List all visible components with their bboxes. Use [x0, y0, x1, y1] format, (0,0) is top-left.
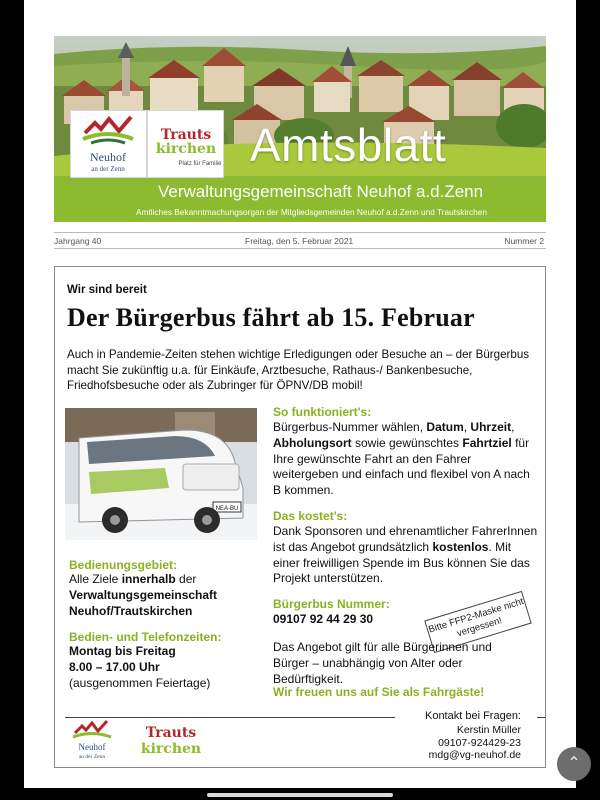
issue-number: Nummer 2 [504, 236, 544, 246]
svg-text:Trauts: Trauts [160, 127, 212, 143]
welcome-text: Wir freuen uns auf Sie als Fahrgäste! [273, 685, 485, 699]
chevron-up-icon: ⌃ [567, 753, 581, 772]
phone-heading: Bürgerbus Nummer: [273, 597, 390, 611]
document-page [24, 0, 576, 788]
trautskirchen-footer-logo [133, 721, 213, 759]
svg-text:Trauts: Trauts [145, 725, 197, 741]
header-banner [54, 36, 546, 222]
area-heading: Bedienungsgebiet: [69, 558, 178, 572]
how-heading: So funktioniert's: [273, 405, 372, 419]
neuhof-footer-logo [69, 719, 115, 761]
article-kicker: Wir sind bereit [67, 284, 147, 296]
issue-volume: Jahrgang 40 [54, 236, 102, 246]
svg-text:kirchen: kirchen [155, 141, 217, 157]
meta-divider-top [54, 232, 546, 233]
buergerbus-photo [65, 408, 257, 540]
publisher-name: Verwaltungsgemeinschaft Neuhof a.d.Zenn [158, 182, 484, 201]
svg-text:an der Zenn: an der Zenn [78, 754, 106, 760]
neuhof-logo [70, 110, 147, 178]
meta-divider-bottom [54, 248, 546, 249]
hours-text: Montag bis Freitag 8.00 – 17.00 Uhr (ausgenommen Feiertage) [69, 644, 211, 690]
footer-rule-right [537, 717, 545, 718]
contact-name: Kerstin Müller [456, 724, 521, 737]
contact-block [425, 710, 521, 762]
hours-heading: Bedien- und Telefonzeiten: [69, 630, 222, 644]
svg-text:kirchen: kirchen [140, 741, 202, 757]
mask-notice-stamp: Bitte FFP2-Maske nicht vergessen! [424, 591, 531, 653]
phone-number: 09107 92 44 29 30 [273, 612, 374, 626]
trautskirchen-wordmark-icon [148, 111, 223, 177]
svg-text:Platz für Familie: Platz für Familie [178, 161, 222, 167]
svg-text:NEA-BU: NEA-BU [215, 506, 239, 512]
offer-text: Das Angebot gilt für alle Bürgerinnen und Bürger – unabhängig von Alter oder Bedürftigkeit. [273, 640, 492, 686]
contact-email[interactable]: mdg@vg-neuhof.de [428, 749, 521, 762]
article-headline: Der Bürgerbus fährt ab 15. Februar [67, 303, 475, 332]
svg-text:Neuhof: Neuhof [90, 150, 126, 164]
article-intro: Auch in Pandemie-Zeiten stehen wichtige Erledigungen oder Besuche an – der Bürgerbus macht Sie zukünftig u.a. für Einkäufe, Arztbesuche, Rathaus-/ Bankenbesuche, Friedhofsbesuche oder als Zubringer für ÖPNV/DB mobil! [67, 348, 530, 393]
how-text: Bürgerbus-Nummer wählen, Datum, Uhrzeit, Abholungsort sowie gewünschtes Fahrtziel für Ihre gewünschte Fahrt an den Fahrer weitergeben und einfach und flexibel von A nach B kommen. [273, 420, 530, 498]
scroll-to-top-button[interactable] [557, 747, 591, 781]
neuhof-crest-icon [71, 111, 146, 177]
contact-phone: 09107-924429-23 [438, 736, 521, 749]
buergerbus-article [54, 266, 546, 768]
cost-text: Dank Sponsoren und ehrenamtlicher FahrerInnen ist das Angebot grundsätzlich kostenlos. Mit einer freiwilligen Spende im Bus können Sie das Projekt unterstützen. [273, 524, 538, 586]
home-indicator[interactable] [207, 793, 393, 797]
publisher-tagline: Amtliches Bekanntmachungsorgan der Mitgliedsgemeinden Neuhof a.d.Zenn und Trautskirchen [136, 207, 487, 217]
issue-date: Freitag, den 5. Februar 2021 [245, 236, 354, 246]
area-text: Alle Ziele innerhalb der Verwaltungsgemeinschaft Neuhof/Trautskirchen [69, 572, 218, 618]
trautskirchen-logo [147, 110, 224, 178]
footer-rule-left [65, 717, 395, 718]
svg-text:an der Zenn: an der Zenn [91, 165, 125, 173]
publication-title: Amtsblatt [250, 119, 447, 171]
contact-label: Kontakt bei Fragen: [424, 710, 521, 722]
cost-heading: Das kostet's: [273, 509, 348, 523]
svg-text:Neuhof: Neuhof [78, 742, 106, 752]
